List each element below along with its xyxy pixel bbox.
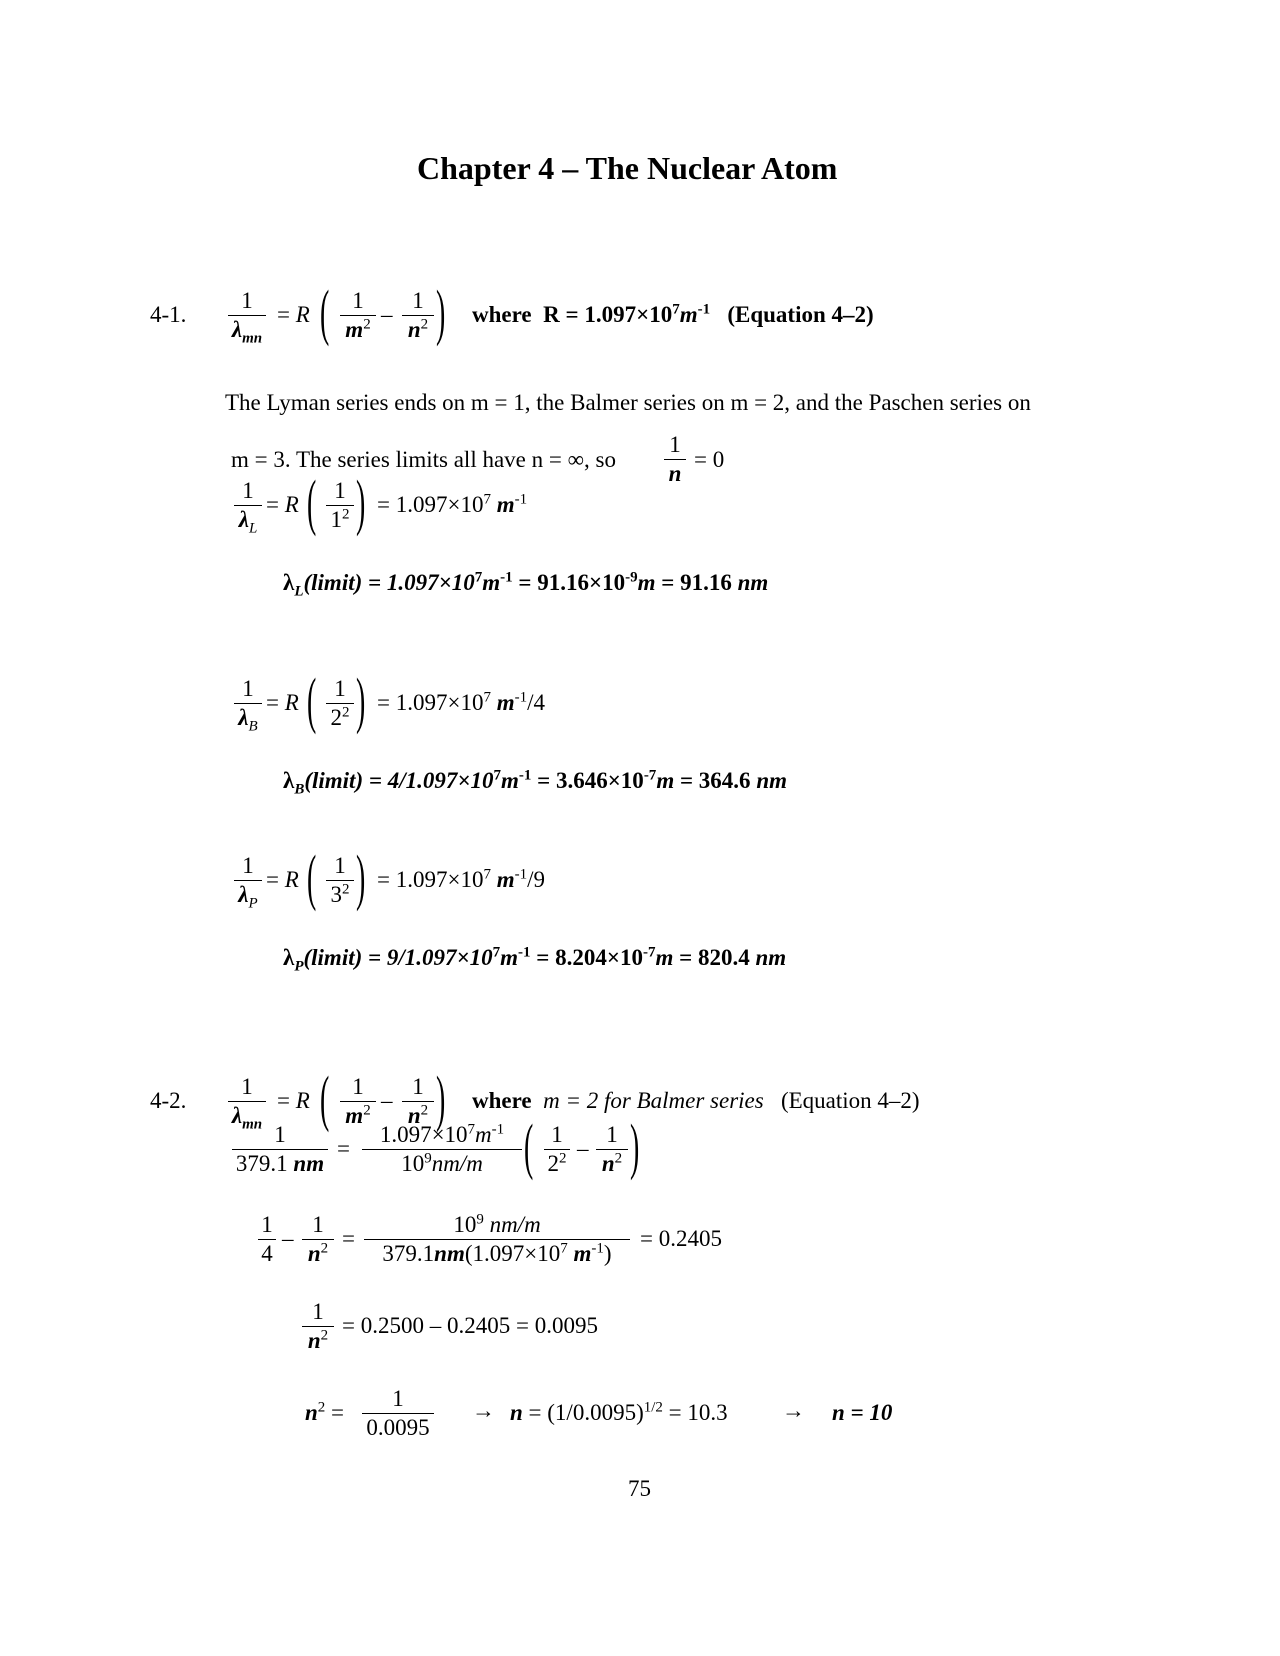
problem-label-4-1: 4-1. (150, 302, 187, 327)
p42-line2-equals: = (337, 1136, 350, 1161)
p42-line5-n2: $n^2$ = (305, 1399, 345, 1425)
left-paren: ( (320, 279, 330, 347)
p42-one-over-lambda-mn: 1 $\lambda_{mn}$ (228, 1074, 266, 1129)
equals-zero: = 0 (694, 447, 725, 472)
p42-line3-one-over-n2: 1 $n^2$ (302, 1212, 334, 1267)
p42-line2-left-paren: ( (524, 1113, 534, 1181)
p42-line4-one-over-n2: 1 $n^2$ (302, 1299, 334, 1354)
right-paren: ) (436, 279, 446, 347)
p42-line4-result: = 0.2500 – 0.2405 = 0.0095 (342, 1313, 598, 1338)
lyman-equals-R: = R (266, 492, 299, 517)
p42-one-over-379: 1 379.1 nm (232, 1122, 328, 1177)
fraction-one-over-lambda-L: 1 $\lambda_L$ (234, 478, 262, 533)
fraction-one-over-lambda-B: 1 $\lambda_B$ (234, 676, 262, 731)
lyman-limit: $\lambda_L(limit) = 1.097\times 10^7m^{-1} = 91.16\times 10^{-9}m = 91.16$ nm (283, 569, 769, 600)
p42-line2-minus: – (577, 1136, 589, 1161)
fraction-one-over-lambda-mn: 1 $\lambda_{mn}$ (228, 288, 266, 343)
p42-line3-result: = 0.2405 (640, 1226, 722, 1251)
p42-one-quarter: 1 4 (258, 1212, 276, 1267)
problem-label-4-2: 4-2. (150, 1088, 187, 1113)
lyman-result: = $1.097\times 10^7$ $m^{-1}$ (377, 491, 528, 517)
equals-R: = R (277, 302, 310, 327)
p42-line2-right-paren: ) (630, 1113, 640, 1181)
paschen-limit: $\lambda_P(limit) = 9/1.097\times 10^7m^{-1} = 8.204\times 10^{-7}m = 820.4$ nm (283, 944, 787, 975)
p42-line2-one-over-n2: 1 $n^2$ (596, 1122, 628, 1177)
paschen-left-paren: ( (307, 844, 317, 912)
p42-one-over-2sq: 1 $2^2$ (544, 1122, 570, 1177)
p42-minus: – (381, 1088, 393, 1113)
lyman-text-line2: m = 3. The series limits all have n = ∞, so (231, 447, 616, 472)
fraction-one-over-lambda-P: 1 $\lambda_P$ (234, 853, 262, 908)
p42-rydberg-over-conversion: $1.097\times 10^7m^{-1}$ $10^9nm/m$ (362, 1122, 522, 1177)
lyman-fraction: 1 $1^2$ (326, 478, 354, 533)
p42-equals-R: = R (277, 1088, 310, 1113)
paschen-result: = $1.097\times 10^7$ $m^{-1}/9$ (377, 866, 545, 892)
fraction-one-over-n2: 1 $n^2$ (402, 288, 434, 343)
p42-line3-big-fraction: $10^9$ nm/m $379.1nm(1.097\times 10^7$ $m^{-1}$) (364, 1212, 630, 1267)
paschen-right-paren: ) (356, 844, 366, 912)
balmer-right-paren: ) (356, 667, 366, 735)
where-R-text: where $R = 1.097\times 10^7m^{-1}$ (Equation 4–2) (472, 301, 874, 327)
page-number: 75 (628, 1476, 651, 1501)
balmer-left-paren: ( (307, 667, 317, 735)
balmer-equals-R: = R (266, 690, 299, 715)
page-title: Chapter 4 – The Nuclear Atom (417, 150, 838, 186)
lyman-text-line1: The Lyman series ends on m = 1, the Balmer series on m = 2, and the Paschen series on (225, 390, 1031, 415)
lyman-left-paren: ( (307, 469, 317, 537)
p42-where-text: where m = 2 for Balmer series (Equation 4–2) (472, 1088, 920, 1113)
p42-n-final: n = 10 (832, 1400, 893, 1425)
balmer-fraction: 1 $2^2$ (326, 676, 354, 731)
p42-arrow-2: → (782, 1398, 805, 1423)
p42-one-over-m2: 1 $m^2$ (340, 1074, 376, 1129)
minus-sign: – (381, 302, 393, 327)
p42-right-paren: ) (436, 1065, 446, 1133)
fraction-one-over-n: 1 n (664, 432, 686, 487)
p42-line3-minus: – (282, 1226, 294, 1251)
paschen-fraction: 1 $3^2$ (326, 853, 354, 908)
balmer-limit: $\lambda_B(limit) = 4/1.097\times 10^7m^{-1} = 3.646\times 10^{-7}m = 364.6$ nm (283, 767, 787, 798)
p42-line5-fraction: 1 0.0095 (362, 1386, 434, 1441)
lyman-right-paren: ) (356, 469, 366, 537)
p42-one-over-n2: 1 $n^2$ (402, 1074, 434, 1129)
p42-line3-equals: = (342, 1226, 355, 1251)
fraction-one-over-m2: 1 $m^2$ (340, 288, 376, 343)
paschen-equals-R: = R (266, 867, 299, 892)
p42-n-value: $n = (1/0.0095)^{1/2} = 10.3$ (510, 1399, 728, 1425)
p42-arrow-1: → (472, 1398, 495, 1423)
p42-left-paren: ( (320, 1065, 330, 1133)
balmer-result: = $1.097\times 10^7$ $m^{-1}/4$ (377, 689, 545, 715)
